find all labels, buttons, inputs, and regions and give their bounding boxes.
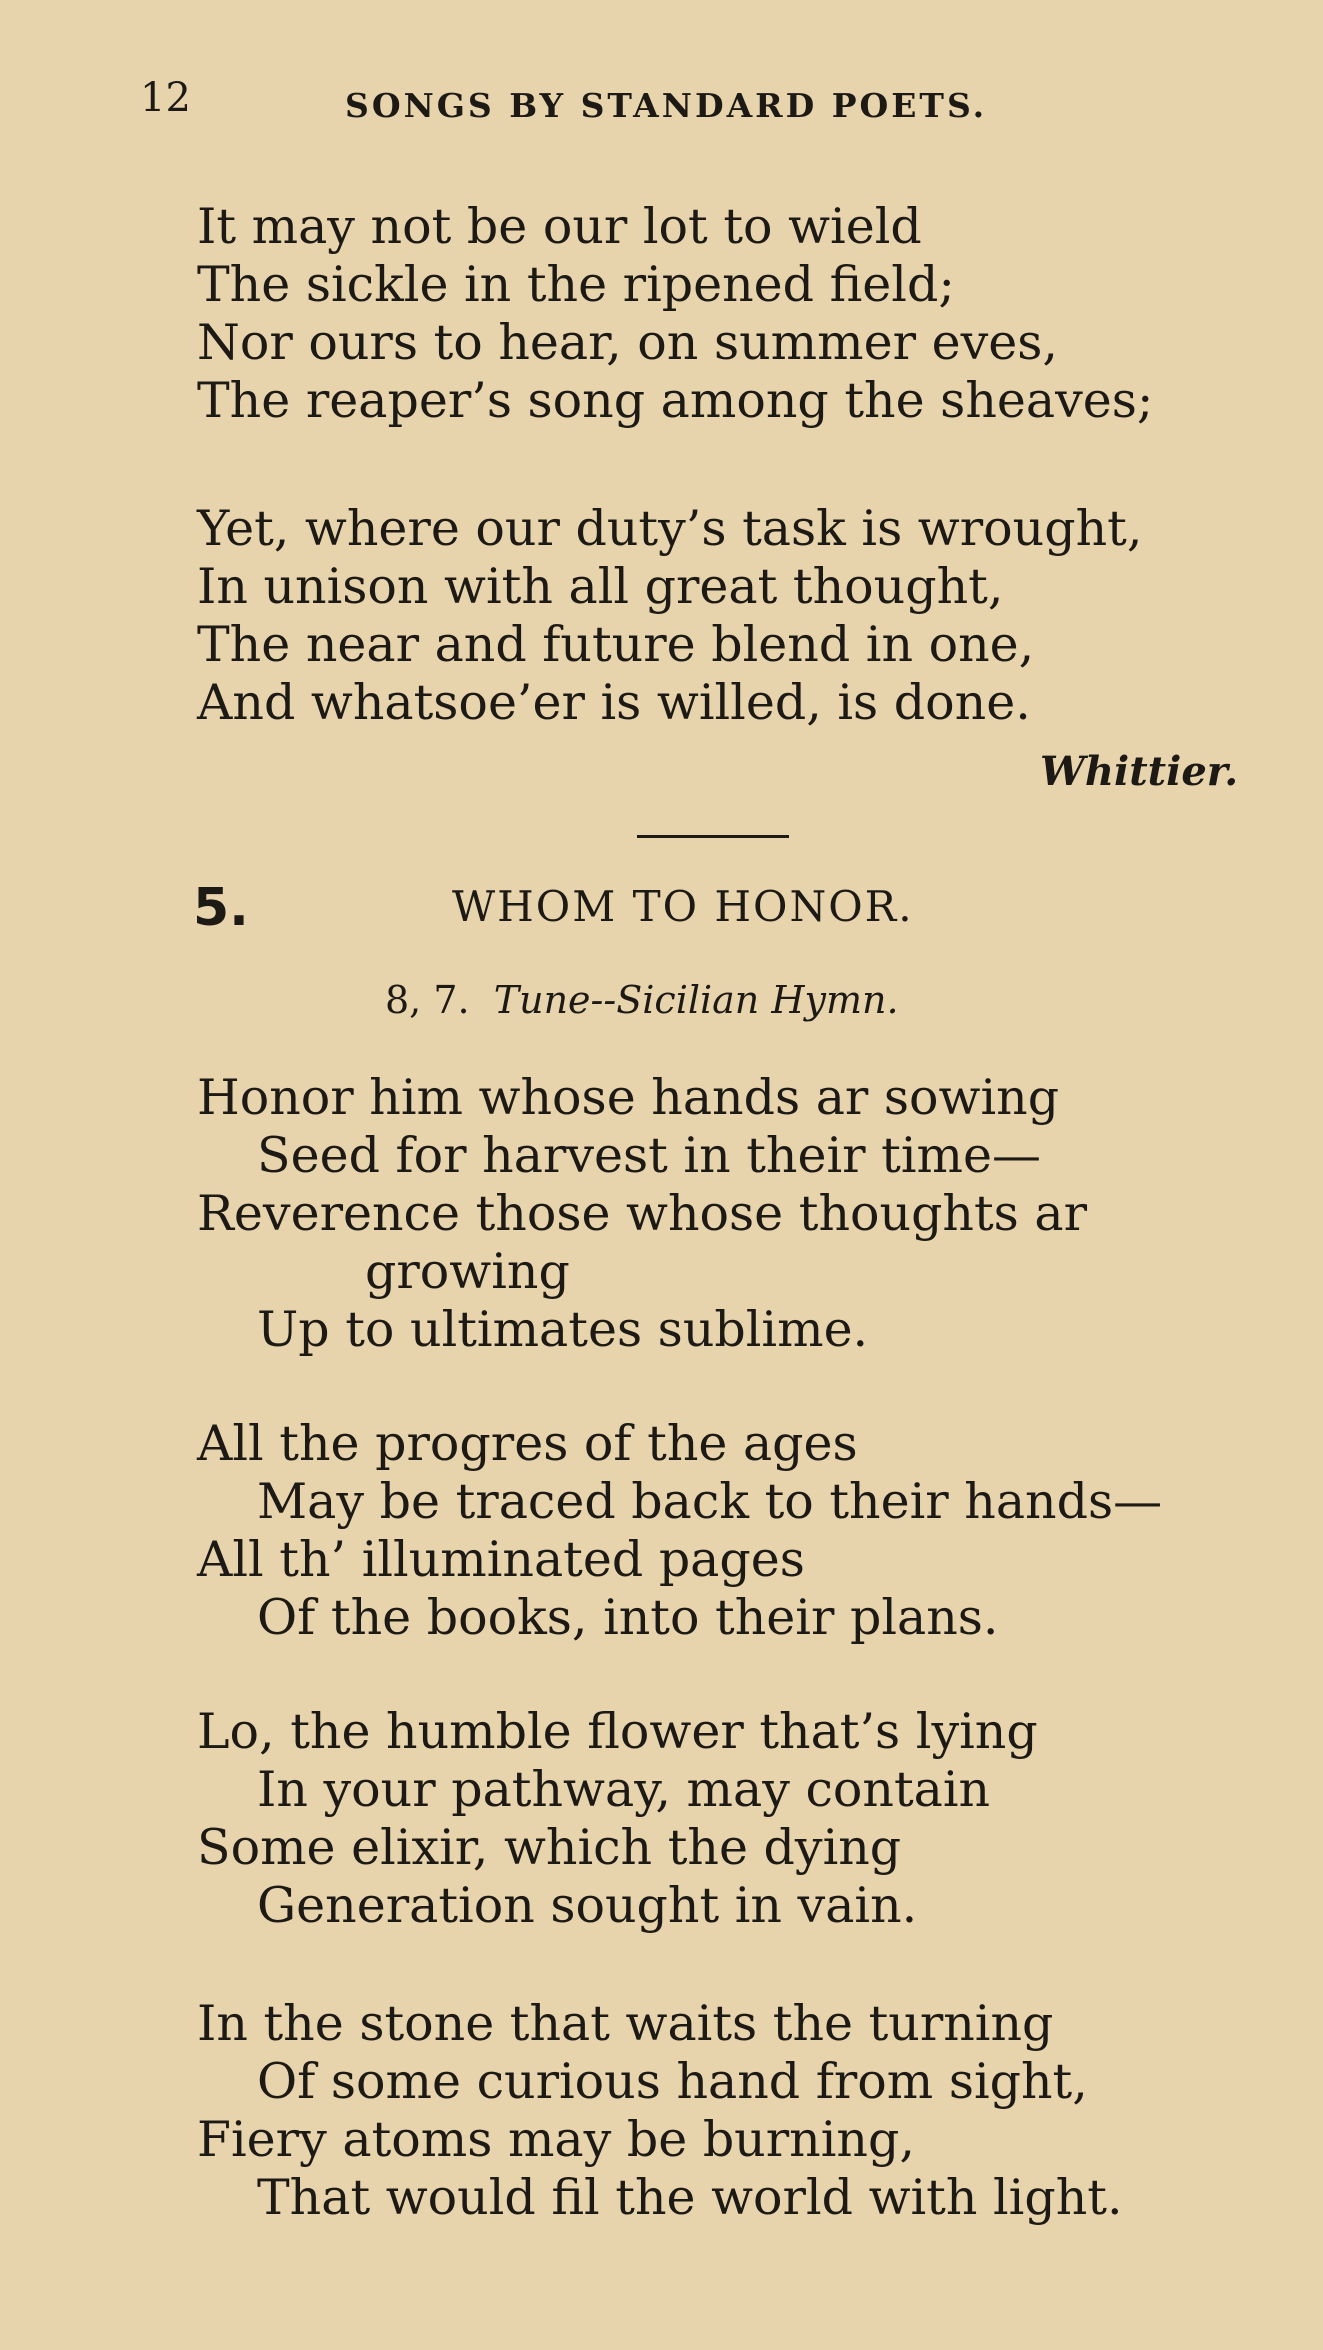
hymn-meter: 8, 7. — [385, 978, 470, 1022]
hymn-line: Fiery atoms may be burning, — [197, 2111, 915, 2168]
hymn-line: Lo, the humble flower that’s lying — [197, 1703, 1038, 1760]
hymn-line: Honor him whose hands ar sowing — [197, 1069, 1060, 1126]
running-title: SONGS BY STANDARD POETS. — [345, 86, 988, 125]
hymn-line: Up to ultimates sublime. — [257, 1301, 869, 1358]
poem-line: And whatsoe’er is willed, is done. — [197, 674, 1031, 731]
hymn-line: May be traced back to their hands— — [257, 1473, 1163, 1530]
hymn-line: Some elixir, which the dying — [197, 1819, 902, 1876]
poem-line: In unison with all great thought, — [197, 558, 1004, 615]
hymn-title: WHOM TO HONOR. — [452, 882, 914, 931]
hymn-line: In your pathway, may contain — [257, 1761, 991, 1818]
poem-line: It may not be our lot to wield — [197, 198, 922, 255]
poem-line: Nor ours to hear, on summer eves, — [197, 314, 1058, 371]
hymn-line: Seed for harvest in their time— — [257, 1127, 1041, 1184]
hymn-tune: Tune--Sicilian Hymn. — [493, 978, 899, 1022]
poem-line: The sickle in the ripened field; — [197, 256, 955, 313]
hymn-line: In the stone that waits the turning — [197, 1995, 1054, 2052]
hymn-number: 5. — [193, 878, 249, 938]
section-divider — [637, 835, 789, 838]
hymn-line: Generation sought in vain. — [257, 1877, 918, 1934]
hymn-line: Of the books, into their plans. — [257, 1589, 999, 1646]
poem-line: Yet, where our duty’s task is wrought, — [197, 500, 1143, 557]
poem-line: The near and future blend in one, — [197, 616, 1035, 673]
hymn-line: That would fil the world with light. — [257, 2169, 1123, 2226]
hymn-line: Reverence those whose thoughts ar — [197, 1185, 1088, 1242]
hymn-line: Of some curious hand from sight, — [257, 2053, 1088, 2110]
hymn-line: growing — [365, 1243, 570, 1300]
poem-author: Whittier. — [1040, 748, 1239, 795]
hymn-line: All th’ illuminated pages — [197, 1531, 805, 1588]
hymn-line: All the progres of the ages — [197, 1415, 858, 1472]
hymn-meter-line — [385, 978, 899, 1022]
poem-line: The reaper’s song among the sheaves; — [197, 372, 1154, 429]
page-number: 12 — [140, 75, 191, 121]
